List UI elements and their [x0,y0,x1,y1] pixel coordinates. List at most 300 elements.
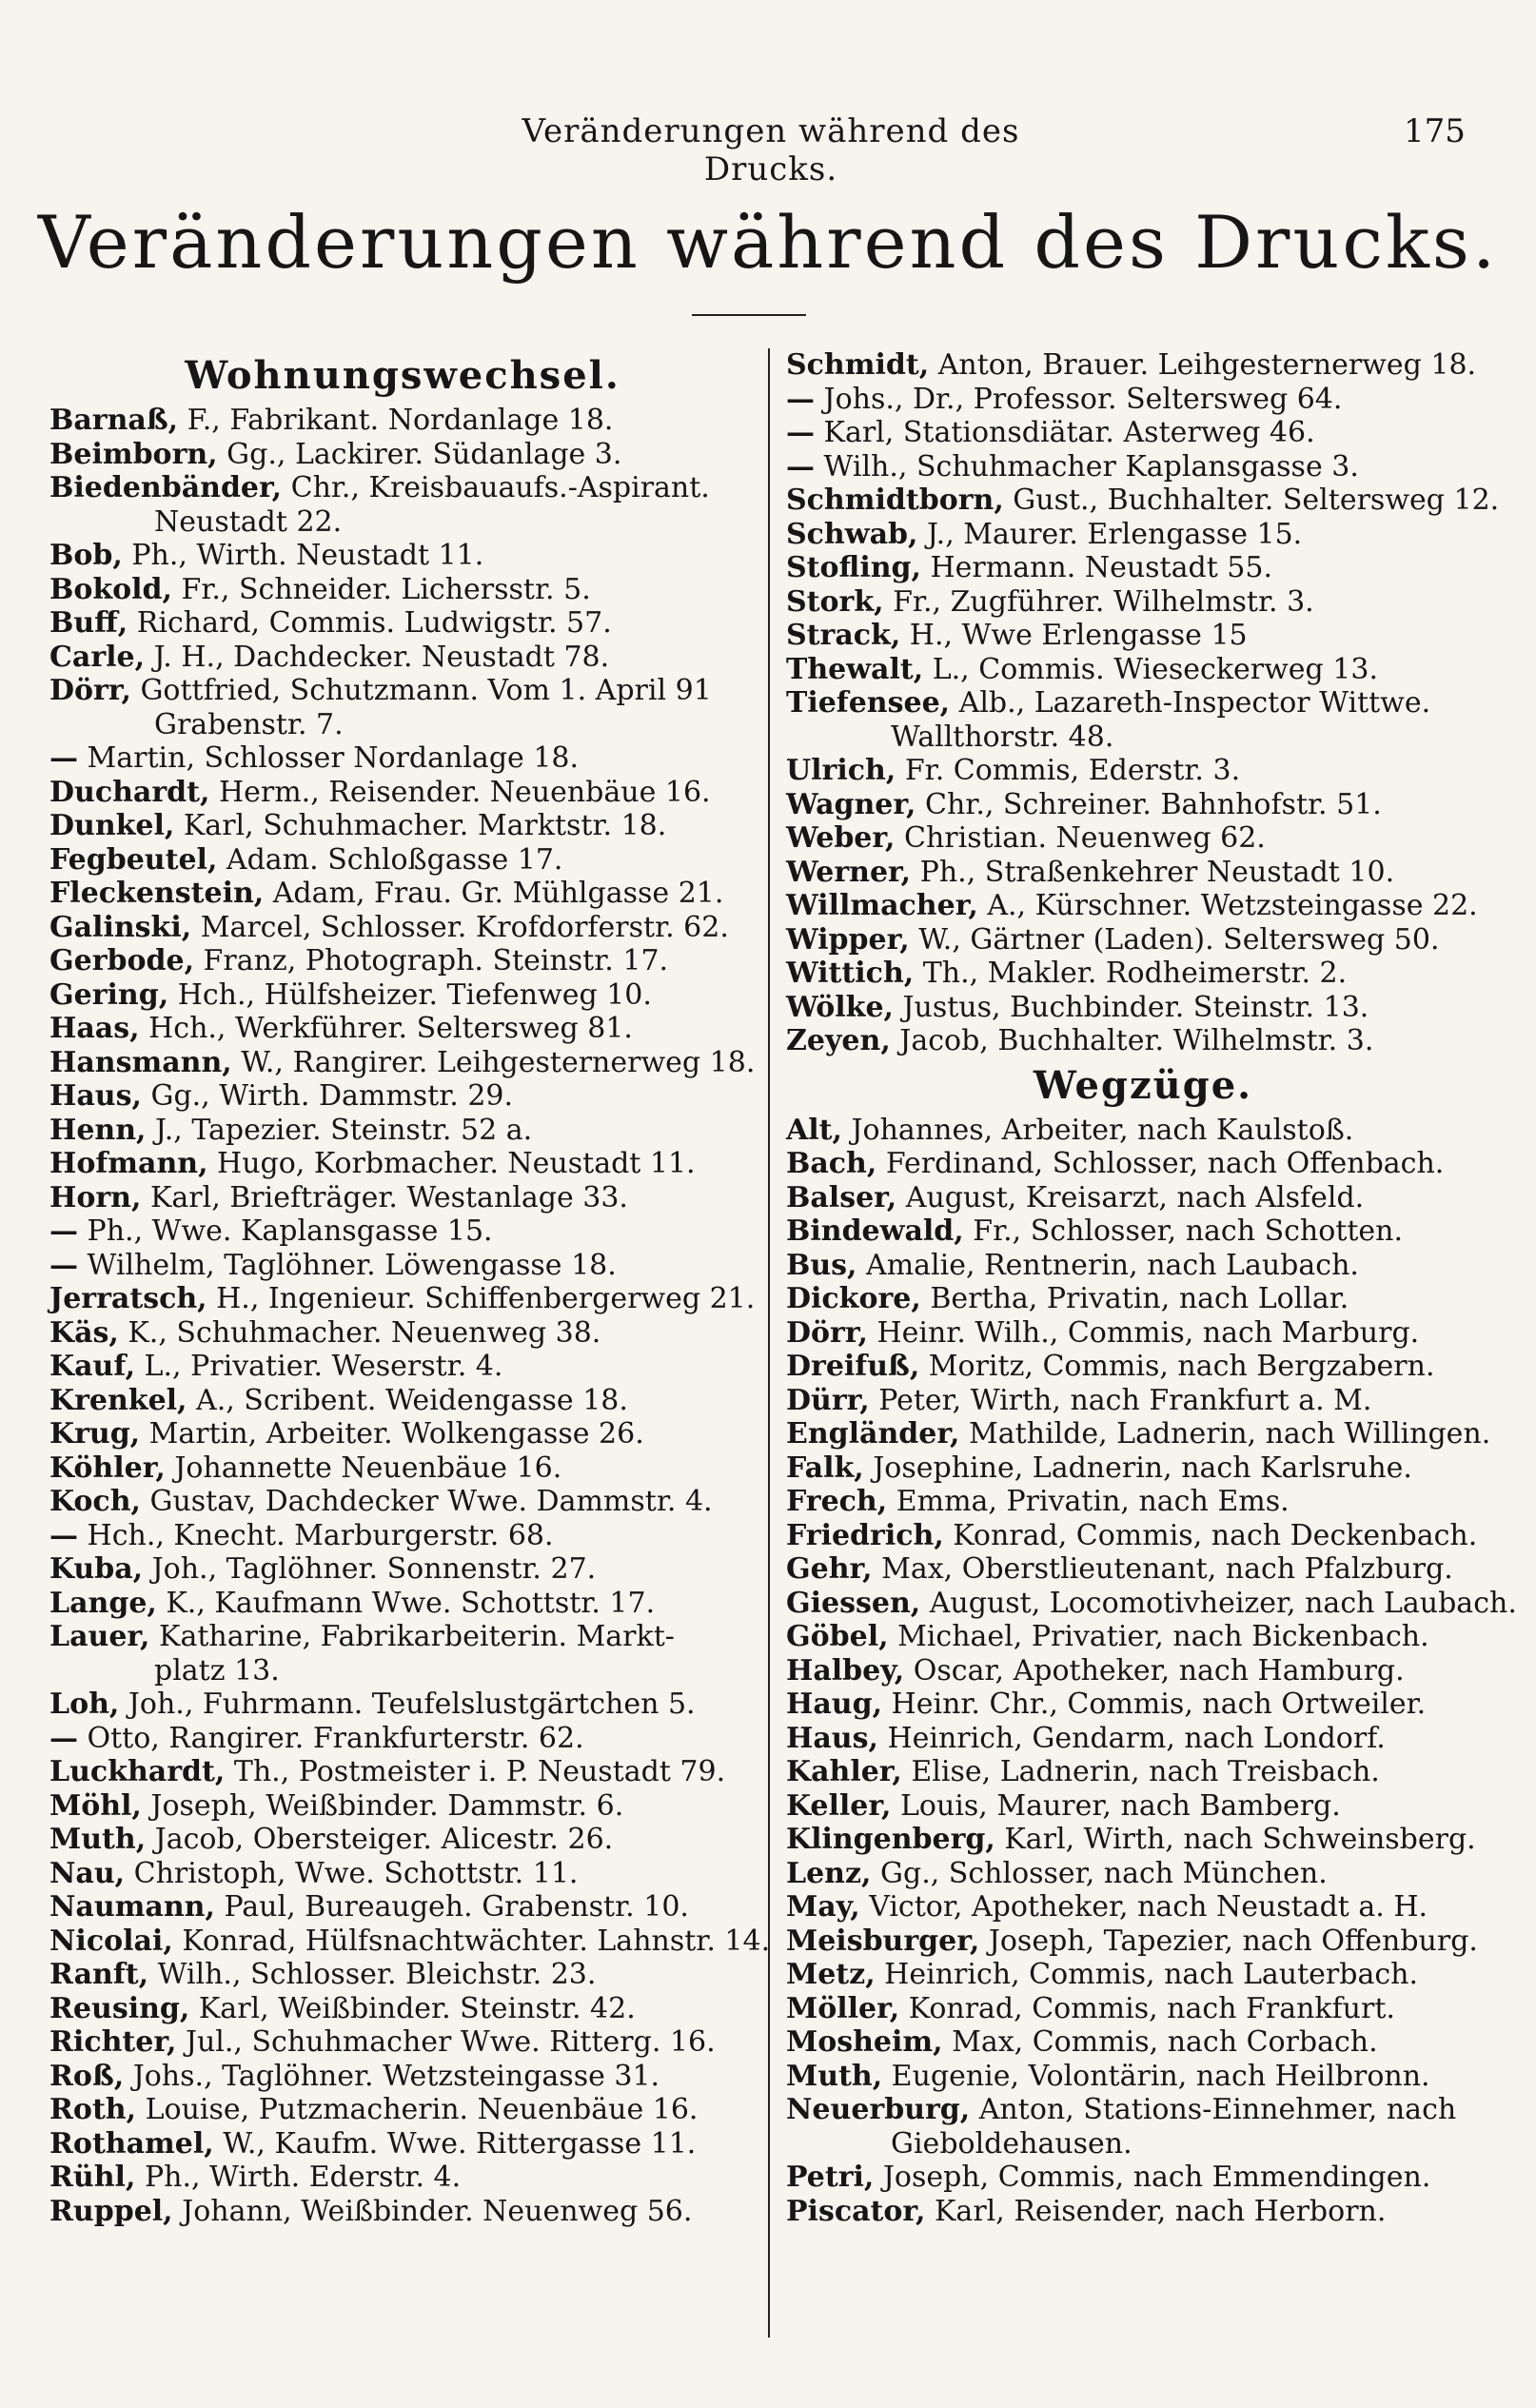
directory-entry [49,606,756,641]
entry-continuation: Neustadt 22. [154,504,343,539]
entry-details: Karl, Stationsdiätar. Asterweg 46. [815,416,1315,449]
directory-entry [786,1890,1500,1924]
entry-name: Gerbode, [49,944,195,977]
directory-entry [49,741,756,776]
entry-name: Schmidtborn, [786,484,1004,517]
entry-details: Martin, Schlosser Nordanlage 18. [78,741,580,775]
entry-name: Fegbeutel, [49,842,218,877]
entry-details: Karl, Briefträger. Westanlage 33. [141,1180,628,1214]
entry-details: Eugenie, Volontärin, nach Heilbronn. [882,2059,1430,2093]
directory-entry [49,809,756,843]
entry-name: Ruppel, [49,2194,173,2228]
entry-name: Haug, [786,1688,883,1721]
entry-details: Anton, Brauer. Leihgesternerweg 18. [929,348,1477,382]
entry-name: Fleckenstein, [49,877,265,910]
entry-details: Oscar, Apotheker, nach Hamburg. [904,1653,1405,1688]
entry-details: Christian. Neuenweg 62. [895,821,1266,855]
entry-name: Engländer, [786,1417,960,1451]
entry-name: Willmacher, [786,889,978,922]
entry-name: Dörr, [49,674,131,707]
page-title: Veränderungen während des Drucks. [37,200,1499,285]
directory-entry [49,2060,756,2094]
directory-entry [49,877,756,911]
directory-entry [786,821,1500,856]
entry-details: Richard, Commis. Ludwigstr. 57. [128,606,612,640]
directory-entry [786,1823,1500,1857]
directory-entry [49,1249,756,1283]
directory-entry [786,2195,1500,2229]
entry-name: Wagner, [786,787,916,821]
entry-name: Weber, [786,821,896,855]
entry-name: Keller, [786,1788,892,1823]
entry-name: Frech, [786,1485,888,1518]
entry-details: Josephine, Ladnerin, nach Karlsruhe. [863,1451,1412,1485]
entry-details: Paul, Bureaugeh. Grabenstr. 10. [214,1890,689,1924]
entry-details: Gottfried, Schutzmann. Vom 1. April 91 [130,674,712,707]
directory-entry [786,957,1500,991]
entry-name: Mosheim, [786,2025,943,2059]
directory-entry [49,1079,756,1114]
entry-name: Schwab, [786,517,918,551]
directory-entry [786,450,1500,484]
page-number: 175 [1404,112,1466,150]
entry-details: Wilh., Schuhmacher Kaplansgasse 3. [815,449,1359,484]
entry-name: Bob, [49,539,123,572]
title-divider [692,314,806,316]
entry-details: Adam, Frau. Gr. Mühlgasse 21. [264,877,724,910]
directory-entry [49,1823,756,1857]
entry-name: — [49,1214,78,1248]
entry-details: Otto, Rangirer. Frankfurterstr. 62. [78,1721,584,1755]
entry-name: Schmidt, [786,348,930,382]
entry-details: Johannette Neuenbäue 16. [165,1451,562,1485]
directory-entry [786,619,1500,653]
entry-name: Buff, [49,606,128,640]
entry-details: Hugo, Korbmacher. Neustadt 11. [207,1147,696,1180]
entry-details: Martin, Arbeiter. Wolkengasse 26. [140,1417,644,1451]
entry-details: W., Kaufm. Wwe. Rittergasse 11. [213,2126,697,2161]
entry-details: Michael, Privatier, nach Bickenbach. [888,1620,1429,1653]
entry-name: Dickore, [786,1282,921,1315]
entry-name: Möller, [786,1991,900,2025]
entry-name: Krug, [49,1417,141,1451]
directory-entry [49,1519,756,1553]
entry-details: Franz, Photograph. Steinstr. 17. [194,944,669,977]
entry-details: Elise, Ladnerin, nach Treisbach. [901,1755,1380,1788]
entry-details: Gg., Wirth. Dammstr. 29. [141,1079,514,1113]
entry-name: Bokold, [49,572,172,606]
directory-entry [786,1350,1500,1384]
directory-entry [786,1722,1500,1756]
entry-details: Th., Makler. Rodheimerstr. 2. [914,957,1348,990]
entry-name: Kahler, [786,1755,902,1788]
entry-details: Fr. Commis, Ederstr. 3. [896,754,1241,787]
directory-entry [786,484,1500,518]
entry-details: Justus, Buchbinder. Steinstr. 13. [893,990,1369,1024]
entry-name: — [786,449,815,484]
directory-entry [49,1181,756,1215]
entry-name: Rothamel, [49,2126,214,2161]
directory-entry [786,1958,1500,1992]
entry-name: Wölke, [786,990,894,1024]
entry-details: Christoph, Wwe. Schottstr. 11. [125,1856,579,1890]
entry-name: Dunkel, [49,809,175,842]
directory-entry [49,843,756,878]
entry-name: Meisburger, [786,1924,980,1958]
directory-entry [49,1620,756,1688]
directory-entry [49,1350,756,1384]
entry-name: Strack, [786,619,901,652]
entry-name: Muth, [786,2059,883,2093]
entry-details: J., Maurer. Erlengasse 15. [917,517,1303,551]
directory-entry [49,1688,756,1722]
entry-name: Friedrich, [786,1518,944,1552]
entry-details: Fr., Schlosser, nach Schotten. [963,1214,1404,1248]
directory-entry [49,1451,756,1486]
entry-name: Köhler, [49,1451,166,1485]
entry-name: Galinski, [49,910,192,944]
entry-name: Ranft, [49,1958,149,1991]
entry-name: Dürr, [786,1383,870,1417]
directory-entry [786,1688,1500,1722]
entry-name: Kauf, [49,1350,136,1383]
directory-entry [786,1417,1500,1451]
directory-entry [786,1654,1500,1688]
entry-details: Gustav, Dachdecker Wwe. Dammstr. 4. [140,1485,713,1518]
directory-entry [49,674,756,741]
directory-entry [786,1620,1500,1654]
entry-details: Marcel, Schlosser. Krofdorferstr. 62. [191,910,729,944]
entry-name: — [49,741,78,775]
entry-details: F., Fabrikant. Nordanlage 18. [178,404,614,437]
entry-details: W., Rangirer. Leihgesternerweg 18. [231,1045,756,1079]
directory-entry [49,1890,756,1924]
directory-entry [786,1384,1500,1418]
entry-name: Haas, [49,1012,140,1045]
moves-list-right [786,348,1500,1058]
entry-name: Duchardt, [49,775,210,809]
entry-details: Konrad, Hülfsnachtwächter. Lahnstr. 14. [172,1924,771,1958]
directory-entry [786,1485,1500,1519]
entry-name: Petri, [786,2161,875,2194]
directory-entry [786,1114,1500,1148]
entry-name: Muth, [49,1823,147,1856]
entry-details: Fr., Zugführer. Wilhelmstr. 3. [883,584,1314,619]
entry-name: — [49,1721,78,1755]
directory-entry [786,889,1500,923]
directory-entry [786,1789,1500,1824]
entry-name: — [786,416,815,449]
entry-details: Chr., Kreisbauaufs.-Aspirant. [282,471,710,504]
directory-entry [49,404,756,438]
entry-name: Bindewald, [786,1214,964,1248]
entry-details: Anton, Stations-Einnehmer, nach [970,2093,1457,2126]
entry-details: Max, Commis, nach Corbach. [942,2025,1378,2059]
directory-entry [49,1924,771,1959]
entry-details: Louise, Putzmacherin. Neuenbäue 16. [136,2093,699,2126]
directory-entry [49,1316,756,1351]
entry-details: August, Locomotivheizer, nach Laubach. [920,1586,1517,1620]
directory-entry [786,1451,1500,1486]
entry-name: Gering, [49,977,169,1012]
entry-details: K., Kaufmann Wwe. Schottstr. 17. [156,1586,656,1620]
entry-name: Zeyen, [786,1024,891,1057]
directory-entry [786,1857,1500,1891]
entry-details: Moritz, Commis, nach Bergzabern. [919,1350,1435,1383]
entry-details: Gust., Buchhalter. Seltersweg 12. [1003,484,1500,517]
entry-name: Luckhardt, [49,1755,226,1788]
entry-name: Kuba, [49,1552,144,1586]
entry-details: Hermann. Neustadt 55. [920,551,1272,584]
entry-name: Nau, [49,1856,126,1890]
entry-details: Hch., Werkführer. Seltersweg 81. [139,1012,633,1045]
entry-details: Ph., Straßenkehrer Neustadt 10. [911,855,1395,889]
entry-name: Käs, [49,1315,119,1350]
running-head [0,112,1536,188]
entry-name: Roß, [49,2059,125,2093]
directory-entry [786,1181,1500,1215]
entry-details: Amalie, Rentnerin, nach Laubach. [857,1248,1359,1282]
entry-name: Wipper, [786,922,910,957]
entry-name: Neuerburg, [786,2093,971,2126]
directory-entry [786,1519,1500,1553]
entry-details: K., Schuhmacher. Neuenweg 38. [118,1315,601,1350]
entry-name: Göbel, [786,1620,889,1653]
entry-name: Ulrich, [786,754,896,787]
directory-entry [786,1552,1500,1587]
directory-entry [786,1147,1500,1181]
entry-name: Richter, [49,2025,177,2059]
moves-list-left [49,404,771,2228]
entry-details: Adam. Schloßgasse 17. [217,842,563,877]
entry-details: Joseph, Tapezier, nach Offenburg. [979,1924,1478,1958]
right-column [786,348,1517,2228]
directory-entry [49,1012,756,1046]
directory-entry [786,686,1500,754]
entry-name: Nicolai, [49,1924,173,1958]
entry-name: Reusing, [49,1991,190,2025]
entry-details: A., Scribent. Weidengasse 18. [187,1383,628,1417]
running-title: Veränderungen während des Drucks. [522,112,1020,188]
entry-name: Gehr, [786,1552,873,1586]
entry-name: Giessen, [786,1586,921,1620]
entry-name: Hofmann, [49,1147,208,1180]
entry-details: Peter, Wirth, nach Frankfurt a. M. [869,1383,1372,1417]
directory-entry [49,573,756,607]
entry-details: Joseph, Commis, nach Emmendingen. [874,2161,1431,2194]
directory-entry [49,1282,756,1316]
entry-details: Heinr. Wilh., Commis, nach Marburg. [867,1315,1420,1350]
column-divider [768,348,770,2338]
entry-details: Wilh., Schlosser. Bleichstr. 23. [148,1958,597,1991]
directory-entry [49,1147,756,1181]
directory-entry [786,1282,1500,1316]
entry-details: J., Tapezier. Steinstr. 52 a. [146,1113,533,1147]
entry-details: Ph., Wwe. Kaplansgasse 15. [78,1214,493,1248]
directory-entry [49,1958,756,1992]
directory-entry [786,2093,1500,2161]
directory-entry [786,1992,1500,2026]
directory-entry [49,1214,756,1249]
entry-details: Ph., Wirth. Neustadt 11. [122,539,484,572]
entry-details: Karl, Wirth, nach Schweinsberg. [994,1823,1476,1856]
directory-entry [786,585,1500,620]
entry-details: Konrad, Commis, nach Deckenbach. [943,1518,1478,1552]
directory-entry [49,1587,756,1621]
entry-details: Chr., Schreiner. Bahnhofstr. 51. [916,787,1382,821]
entry-name: Bus, [786,1248,857,1282]
entry-details: Johs., Taglöhner. Wetzsteingasse 31. [124,2059,660,2093]
entry-details: H., Wwe Erlengasse 15 [900,619,1248,652]
directory-entry [49,1046,756,1080]
entry-name: Klingenberg, [786,1823,995,1856]
entry-name: Biedenbänder, [49,471,283,504]
directory-entry [786,991,1500,1025]
entry-name: Möhl, [49,1788,142,1823]
directory-entry [49,641,756,675]
directory-entry [786,1586,1517,1621]
entry-name: Beimborn, [49,437,218,471]
entry-name: Loh, [49,1688,120,1721]
entry-details: Jacob, Obersteiger. Alicestr. 26. [146,1823,614,1856]
directory-entry [49,438,756,472]
entry-details: Johs., Dr., Professor. Seltersweg 64. [815,382,1343,416]
entry-details: Louis, Maurer, nach Bamberg. [891,1788,1341,1823]
directory-entry [49,1384,756,1418]
entry-details: L., Privatier. Weserstr. 4. [135,1350,503,1383]
entry-details: H., Ingenieur. Schiffenbergerweg 21. [207,1282,756,1315]
entry-details: Johann, Weißbinder. Neuenweg 56. [172,2194,693,2228]
directory-entry [49,1552,756,1587]
entry-name: — [49,1518,78,1552]
directory-entry [49,1857,756,1891]
entry-details: Th., Postmeister i. P. Neustadt 79. [225,1755,726,1788]
entry-details: A., Kürschner. Wetzsteingasse 22. [977,889,1478,922]
directory-entry [786,1249,1500,1283]
entry-continuation: Wallthorstr. 48. [891,720,1114,754]
entry-details: August, Kreisarzt, nach Alsfeld. [896,1180,1365,1214]
entry-name: Dreifuß, [786,1350,920,1383]
entry-details: Emma, Privatin, nach Ems. [887,1485,1290,1518]
entry-details: Karl, Schuhmacher. Marktstr. 18. [174,809,667,842]
directory-entry [49,1992,756,2026]
directory-entry [49,1722,756,1756]
entry-details: Victor, Apotheker, nach Neustadt a. H. [859,1890,1428,1924]
directory-entry [786,348,1500,383]
section-heading-moves: Wohnungswechsel. [185,353,620,398]
entry-details: Karl, Weißbinder. Steinstr. 42. [189,1991,636,2025]
directory-entry [49,471,756,539]
entry-details: Fr., Schneider. Lichersstr. 5. [171,572,591,606]
entry-name: Haus, [49,1079,142,1113]
entry-details: Hch., Hülfsheizer. Tiefenweg 10. [168,977,652,1012]
entry-name: Tiefensee, [786,686,951,720]
entry-name: Jerratsch, [49,1282,207,1315]
entry-name: Lauer, [49,1620,150,1653]
directory-entry [49,2161,756,2195]
directory-entry [786,2161,1500,2195]
entry-name: May, [786,1890,860,1924]
entry-name: Stofling, [786,551,921,584]
entry-details: J. H., Dachdecker. Neustadt 78. [145,640,610,674]
entry-details: Mathilde, Ladnerin, nach Willingen. [959,1417,1491,1451]
entry-name: Lenz, [786,1856,872,1890]
entry-details: W., Gärtner (Laden). Seltersweg 50. [909,922,1440,957]
entry-name: Dörr, [786,1315,868,1350]
entry-details: Gg., Schlosser, nach München. [871,1856,1328,1890]
entry-name: Henn, [49,1113,147,1147]
entry-details: Heinrich, Gendarm, nach Londorf. [877,1721,1386,1755]
directory-entry [786,1316,1500,1351]
entry-continuation: Grabenstr. 7. [154,707,344,741]
entry-name: Rühl, [49,2161,136,2194]
directory-entry [786,923,1500,957]
entry-details: L., Commis. Wieseckerweg 13. [923,652,1378,686]
directory-entry [786,2060,1500,2094]
entry-details: Alb., Lazareth-Inspector Wittwe. [950,686,1431,720]
entry-details: Wilhelm, Taglöhner. Löwengasse 18. [78,1248,617,1282]
directory-entry [786,518,1500,552]
directory-entry [49,2025,756,2060]
entry-details: Katharine, Fabrikarbeiterin. Markt- [149,1620,675,1653]
entry-details: Gg., Lackirer. Südanlage 3. [217,437,622,471]
directory-entry [786,383,1500,417]
directory-entry [786,1755,1500,1789]
entry-details: Heinrich, Commis, nach Lauterbach. [875,1958,1419,1991]
directory-entry [49,776,756,810]
entry-name: Falk, [786,1451,864,1485]
entry-name: Werner, [786,855,912,889]
entry-name: Thewalt, [786,652,924,686]
entry-name: Stork, [786,584,884,619]
directory-entry [786,416,1500,450]
entry-name: Horn, [49,1180,142,1214]
directory-entry [49,1485,756,1519]
entry-name: — [786,382,815,416]
directory-entry [786,1924,1500,1959]
directory-entry [49,2127,756,2161]
entry-details: Joseph, Weißbinder. Dammstr. 6. [141,1788,624,1823]
entry-details: Ph., Wirth. Ederstr. 4. [135,2161,462,2194]
directory-entry [786,653,1500,687]
directory-entry [49,911,756,945]
entry-continuation: Gieboldehausen. [891,2126,1132,2161]
directory-entry [49,1417,756,1451]
directory-entry [786,1024,1500,1058]
entry-details: Karl, Reisender, nach Herborn. [925,2194,1387,2228]
left-column [49,348,771,2228]
entry-continuation: platz 13. [154,1653,280,1688]
entry-name: Balser, [786,1180,897,1214]
directory-entry [49,539,756,573]
entry-name: Carle, [49,640,146,674]
directory-entry [786,1214,1500,1249]
entry-details: Joh., Fuhrmann. Teufelslustgärtchen 5. [119,1688,696,1721]
directory-entry [786,551,1500,585]
entry-name: Koch, [49,1485,141,1518]
directory-entry [49,1114,756,1148]
directory-entry [49,2093,756,2127]
entry-details: Max, Oberstlieutenant, nach Pfalzburg. [872,1552,1453,1586]
directory-entry [49,978,756,1013]
entry-name: Alt, [786,1113,842,1147]
directory-entry [786,856,1500,890]
entry-details: Heinr. Chr., Commis, nach Ortweiler. [882,1688,1427,1721]
entry-details: Johannes, Arbeiter, nach Kaulstoß. [841,1113,1354,1147]
directory-entry [786,788,1500,822]
entry-details: Hch., Knecht. Marburgerstr. 68. [78,1518,554,1552]
entry-name: Lange, [49,1586,157,1620]
